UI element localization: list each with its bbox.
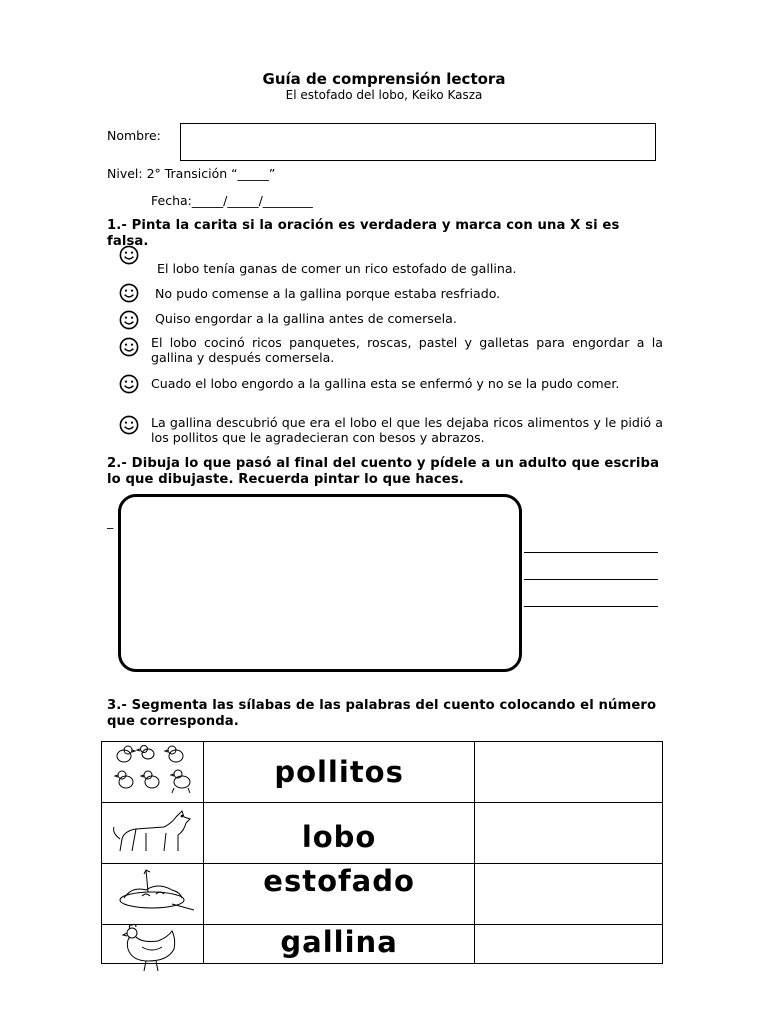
- word-cell: gallina: [203, 925, 474, 964]
- chicks-icon: [102, 742, 202, 798]
- picture-cell: [102, 803, 204, 864]
- statement-1: El lobo tenía ganas de comer un rico estofado de gallina.: [157, 261, 517, 276]
- table-row: [102, 803, 663, 864]
- word-cell: estofado: [203, 864, 474, 925]
- section1-instruction: 1.- Pinta la carita si la oración es verdadera y marca con una X si es falsa.: [107, 218, 620, 249]
- word-cell: lobo: [203, 803, 474, 864]
- smiley-face-icon[interactable]: [119, 283, 139, 303]
- section3-instruction: 3.- Segmenta las sílabas de las palabras del cuento colocando el número que corresponda.: [107, 698, 657, 729]
- drawing-area[interactable]: [118, 494, 522, 672]
- smiley-face-icon[interactable]: [119, 310, 139, 330]
- stew-plate-icon: [102, 864, 202, 920]
- answer-cell[interactable]: [475, 803, 663, 864]
- syllable-table: [101, 741, 663, 964]
- name-field[interactable]: [180, 123, 656, 161]
- statement-3: Quiso engordar a la gallina antes de comersela.: [155, 311, 457, 326]
- statement-5: Cuado el lobo engordo a la gallina esta se enfermó y no se la pudo comer.: [151, 376, 620, 391]
- statement-2: No pudo comense a la gallina porque estaba resfriado.: [155, 286, 501, 301]
- statement-4: El lobo cocinó ricos panquetes, roscas, pastel y galletas para engordar a la gallina y después comersela.: [151, 335, 663, 365]
- picture-cell: [102, 864, 204, 925]
- date-label: Fecha:_____/_____/________: [151, 193, 313, 208]
- picture-cell: [102, 742, 204, 803]
- smiley-face-icon[interactable]: [119, 245, 139, 265]
- word-cell: pollitos: [203, 742, 474, 803]
- statement-6: La gallina descubrió que era el lobo el que les dejaba ricos alimentos y le pidió a los pollitos que le agradecieran con besos y abrazos.: [151, 415, 663, 445]
- table-row: [102, 864, 663, 925]
- answer-cell[interactable]: [475, 864, 663, 925]
- answer-cell[interactable]: [475, 925, 663, 964]
- table-row: [102, 925, 663, 964]
- page-title: Guía de comprensión lectora: [262, 70, 506, 88]
- smiley-face-icon[interactable]: [119, 337, 139, 357]
- picture-cell: [102, 925, 204, 964]
- hen-icon: [102, 925, 202, 959]
- table-row: [102, 742, 663, 803]
- write-line[interactable]: [524, 579, 658, 580]
- level-label: Nivel: 2° Transición “_____”: [107, 166, 276, 181]
- write-line[interactable]: [524, 606, 658, 607]
- page-subtitle: El estofado del lobo, Keiko Kasza: [285, 88, 483, 102]
- answer-cell[interactable]: [475, 742, 663, 803]
- write-line[interactable]: [524, 552, 658, 553]
- section2-instruction: 2.- Dibuja lo que pasó al final del cuento y pídele a un adulto que escriba lo que dibujaste. Recuerda pintar lo que haces.: [107, 456, 660, 487]
- smiley-face-icon[interactable]: [119, 415, 139, 435]
- name-label: Nombre:: [107, 128, 161, 143]
- wolf-icon: [102, 803, 202, 859]
- write-line-stub: _: [107, 514, 114, 529]
